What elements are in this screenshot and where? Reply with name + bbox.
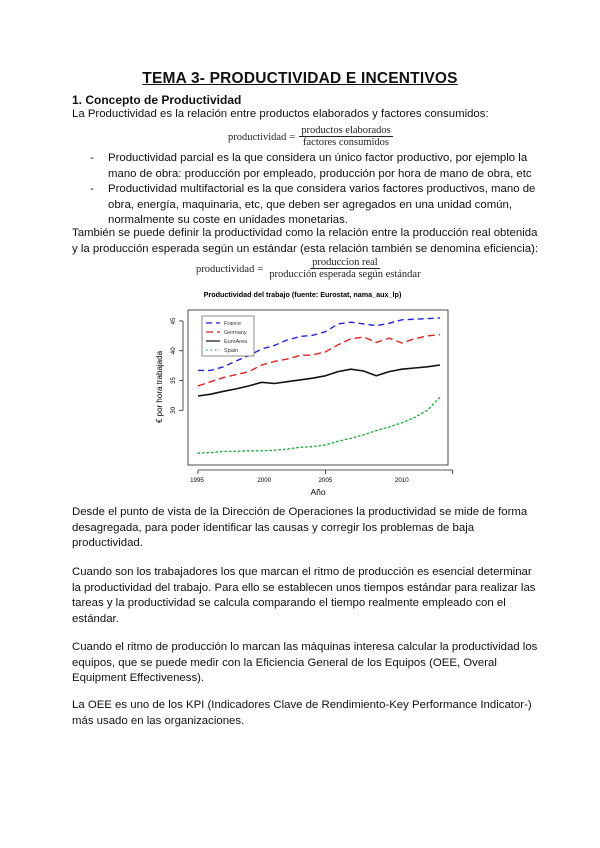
page-title: TEMA 3- PRODUCTIVIDAD E INCENTIVOS xyxy=(142,70,458,87)
chart-title: Productividad del trabajo (fuente: Eurostat, nama_aux_lp) xyxy=(203,290,402,299)
paragraph-oee: La OEE es uno de los KPI (Indicadores Clave de Rendimiento-Key Performance Indicator-) más usado en las organizaciones. xyxy=(72,699,532,727)
productivity-line-chart xyxy=(150,283,455,501)
formula-efficiency xyxy=(196,257,423,281)
formula-productivity xyxy=(228,125,393,149)
paragraph-operations: Desde el punto de vista de la Dirección de Operaciones la productividad se mide de forma desagregada, para poder identificar las causas y corregir los problemas de baja productividad. xyxy=(72,506,528,549)
y-tick-label: 30 xyxy=(170,406,177,414)
intro-paragraph: La Productividad es la relación entre productos elaborados y factores consumidos: xyxy=(72,108,489,120)
legend-entry: EuroArea xyxy=(224,339,248,345)
formula-denominator: producción esperada según estándar xyxy=(269,269,421,280)
x-tick-label: 2010 xyxy=(394,477,409,484)
formula-denominator: factores consumidos xyxy=(303,137,390,148)
efficiency-paragraph: También se puede definir la productividad como la relación entre la producción real obtenida y la producción esperada según un estándar (esta relación también se denomina eficiencia): xyxy=(72,227,539,255)
x-axis-label: Año xyxy=(310,487,326,497)
list-item: - Productividad multifactorial es la que considera varios factores productivos, mano de obra, energía, maquinaria, etc, que deben ser agregados en una unidad común, normalmente su coste en unidades monetarias. xyxy=(90,182,542,229)
list-item: - Productividad parcial es la que considera un único factor productivo, por ejemplo la mano de obra: producción por empleado, producción por hora de mano de obra, etc xyxy=(90,151,542,182)
x-tick-label: 2005 xyxy=(318,477,333,484)
formula-numerator: produccion real xyxy=(312,257,378,268)
formula-lhs: productividad xyxy=(196,263,255,275)
section-heading: 1. Concepto de Productividad xyxy=(72,93,242,107)
legend-entry: Spain xyxy=(224,348,239,354)
paragraph-workers: Cuando son los trabajadores los que marcan el ritmo de producción es esencial determinar la productividad del trabajo. Para ello se establecen unos tiempos estándar para realizar las tareas y la productividad se calcula comparando el tiempo realmente empleado con el estándar. xyxy=(72,566,536,625)
chart-legend xyxy=(202,316,254,356)
y-tick-label: 35 xyxy=(170,377,177,384)
formula-equals: = xyxy=(257,263,264,275)
y-tick-label: 40 xyxy=(170,347,177,355)
y-axis-label: € por hora trabajada xyxy=(155,350,164,424)
paragraph-machines: Cuando el ritmo de producción lo marcan las máquinas interesa calcular la productividad los equipos, que se puede medir con la Eficiencia General de los Equipos (OEE, Overal Equipment Effectiveness). xyxy=(72,641,538,684)
x-tick-label: 1995 xyxy=(190,477,204,484)
formula-equals: = xyxy=(289,131,296,143)
formula-lhs: productividad xyxy=(228,131,287,143)
y-tick-label: 45 xyxy=(170,317,177,325)
bullet-list xyxy=(90,151,542,229)
series-line-spain xyxy=(198,397,440,453)
formula-numerator: productos elaborados xyxy=(301,125,391,136)
formula-fraction xyxy=(299,125,393,149)
series-line-euroarea xyxy=(198,365,440,396)
legend-entry: France xyxy=(224,321,242,327)
legend-entry: Germany xyxy=(224,330,247,336)
formula-fraction xyxy=(267,257,422,281)
x-tick-label: 2000 xyxy=(257,477,272,484)
